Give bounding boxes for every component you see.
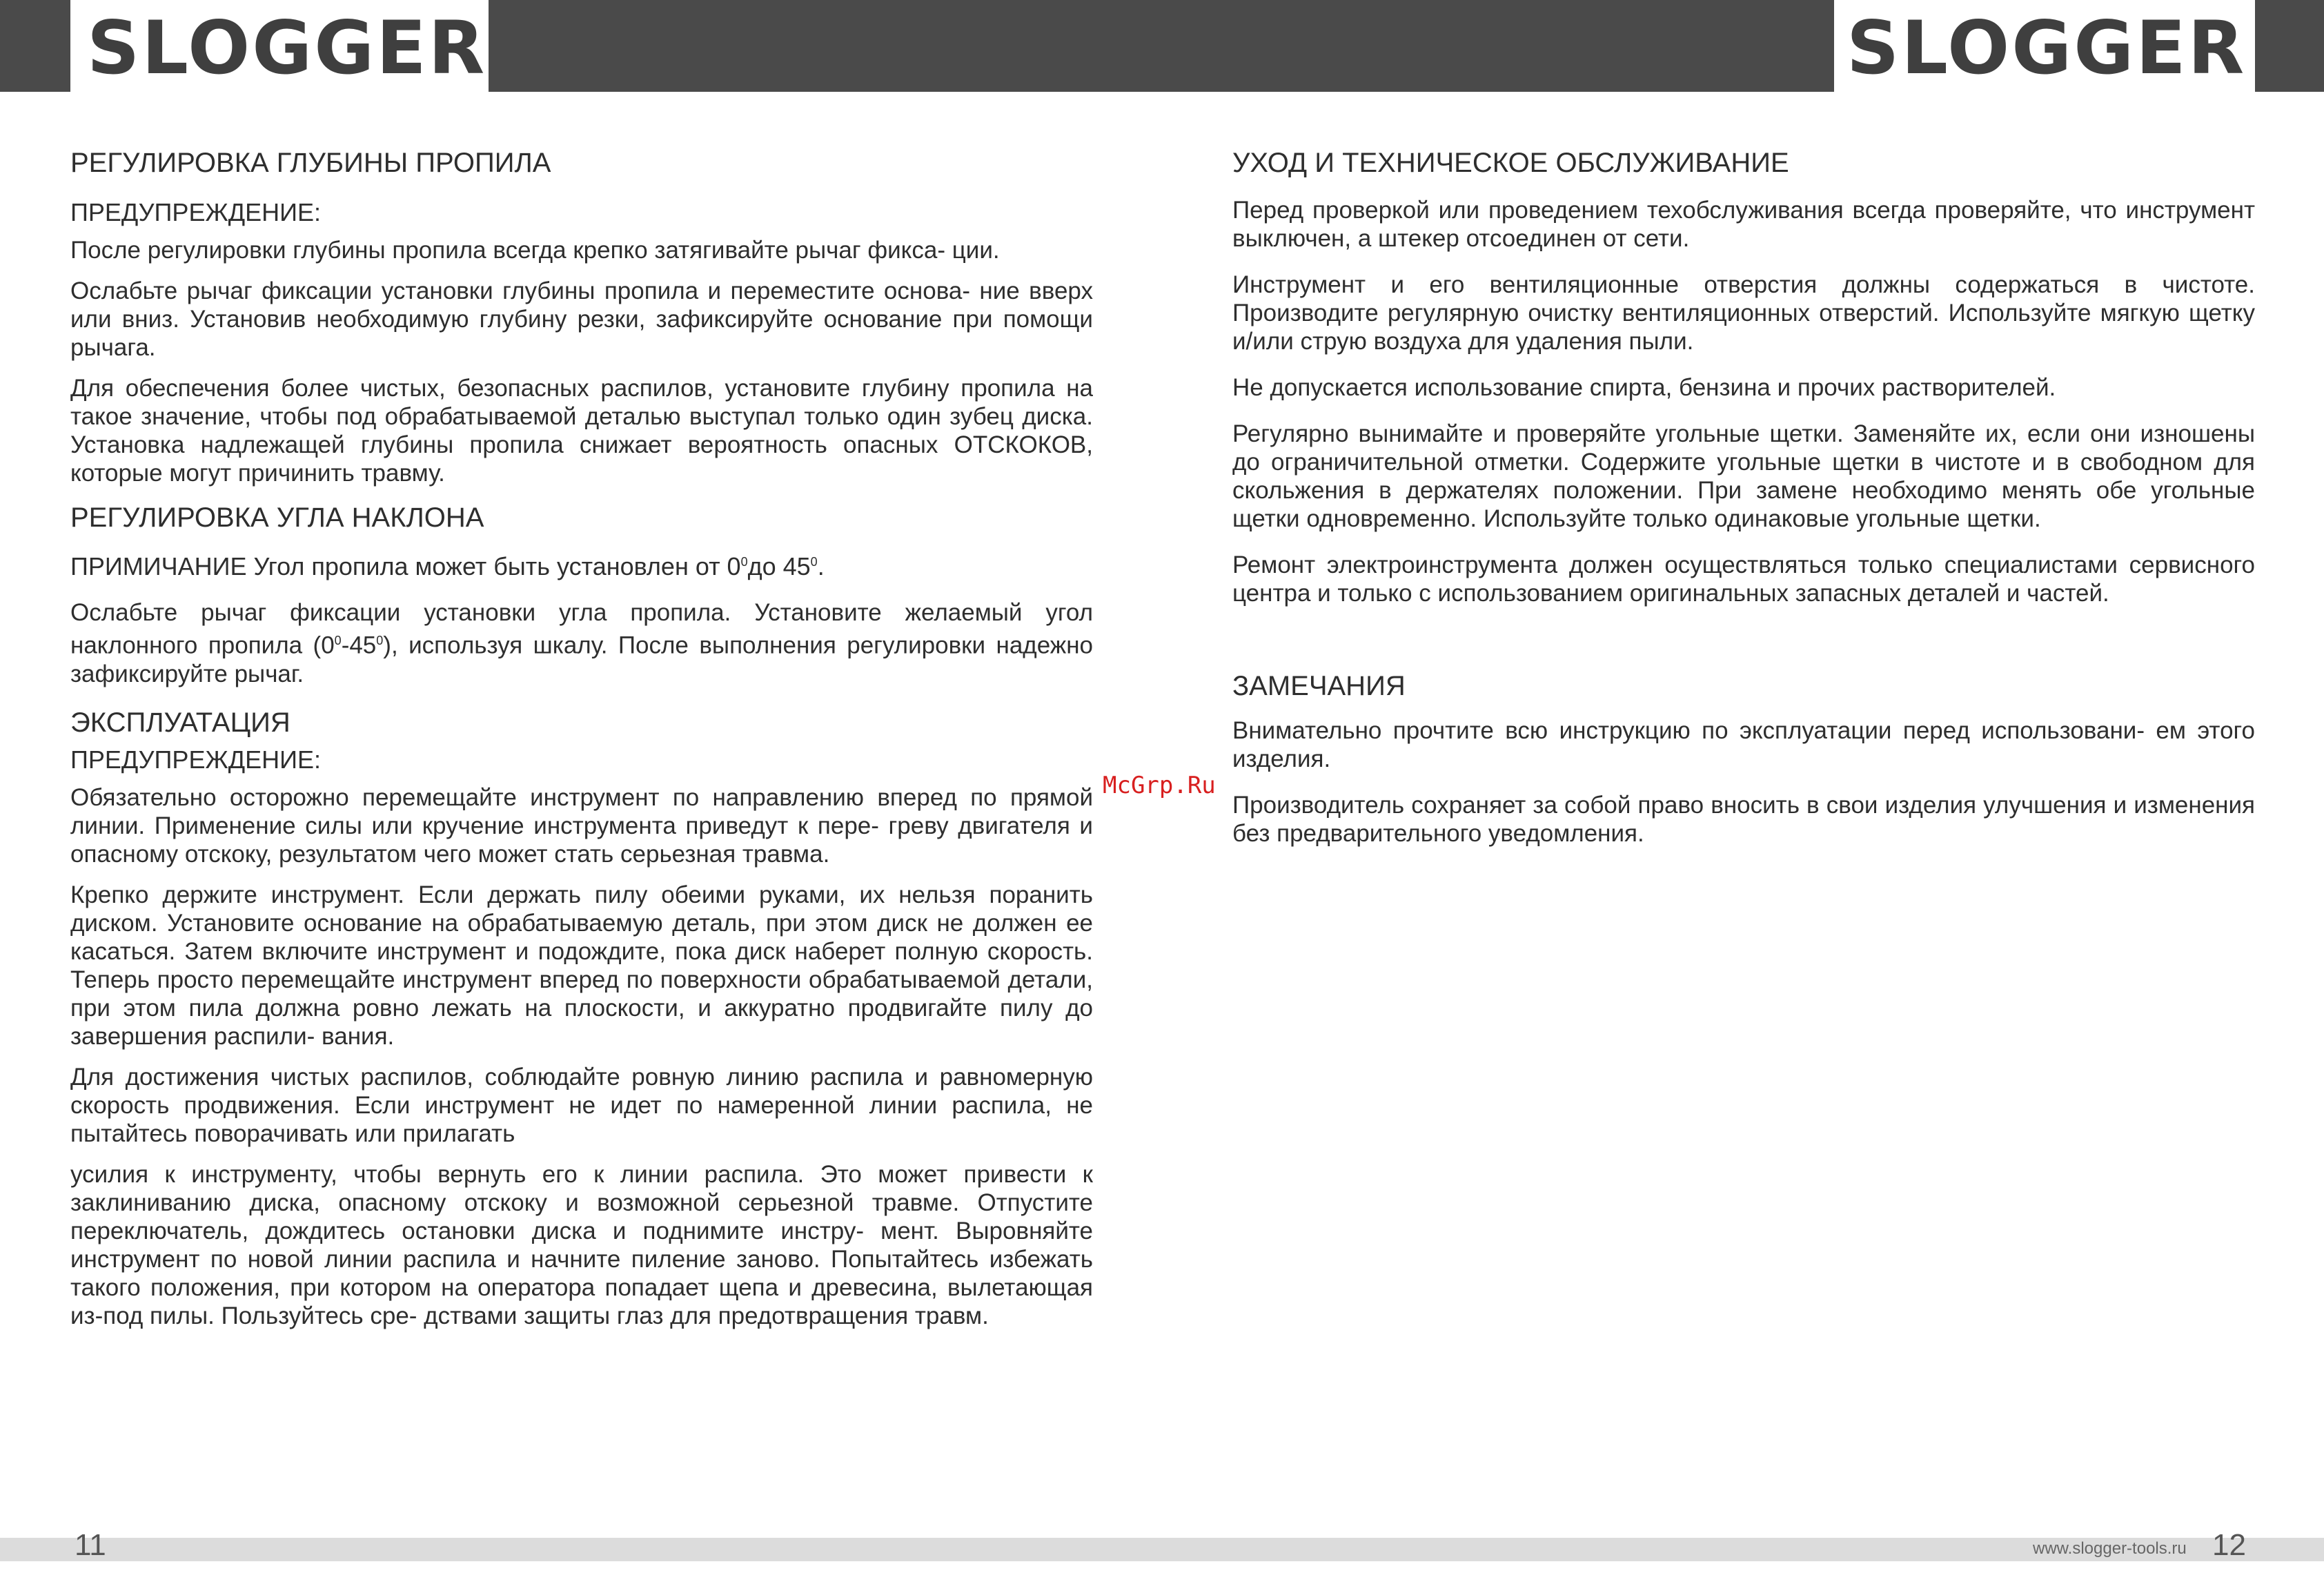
header-bar-right bbox=[2255, 0, 2324, 92]
left-page-column bbox=[70, 145, 1093, 1330]
right-page-column bbox=[1232, 145, 2255, 848]
note-paragraph: ПРИМИЧАНИЕ Угол пропила может быть установлен от $0^0до$ $45^0$. bbox=[70, 552, 825, 580]
page-header bbox=[0, 0, 2324, 92]
header-bar-left bbox=[0, 0, 70, 92]
paragraph: Перед проверкой или проведением техобслуживания всегда проверяйте, что инструмент выключен, а штекер отсоединен от сети. bbox=[1232, 197, 2255, 252]
warning-label: ПРЕДУПРЕЖДЕНИЕ: bbox=[70, 198, 321, 226]
watermark-text: McGrp.Ru bbox=[1103, 772, 1216, 799]
paragraph: После регулировки глубины пропила всегда крепко затягивайте рычаг фикса- ции. bbox=[70, 237, 1000, 264]
header-bar-center bbox=[489, 0, 1834, 92]
paragraph: Внимательно прочтите всю инструкцию по эксплуатации перед использовани- ем этого изделия. bbox=[1232, 717, 2255, 772]
section-title-notes: ЗАМЕЧАНИЯ bbox=[1232, 671, 1406, 701]
page-number-right: 12 bbox=[2212, 1528, 2246, 1562]
section-title-cut-depth: РЕГУЛИРОВКА ГЛУБИНЫ ПРОПИЛА bbox=[70, 148, 551, 178]
paragraph: Для достижения чистых распилов, соблюдайте ровную линию распила и равномерную скорость продвижения. Если инструмент не идет по намеренной линии распила, не пытайтесь поворачивать или прилагать bbox=[70, 1063, 1093, 1147]
page-number-left: 11 bbox=[75, 1528, 106, 1562]
warning-label: ПРЕДУПРЕЖДЕНИЕ: bbox=[70, 745, 321, 774]
paragraph: Крепко держите инструмент. Если держать пилу обеими руками, их нельзя поранить диском. Установите основание на обрабатываемую деталь, при этом диск не должен ее касаться. Затем включите инструмент и подождите, пока диск наберет полную скорость. Теперь просто перемещайте инструмент вперед по поверхности обрабатываемой детали, при этом пила должна ровно лежать на плоскости, и аккуратно продвигайте пилу до завершения распили- вания. bbox=[70, 881, 1093, 1050]
paragraph: Регулярно вынимайте и проверяйте угольные щетки. Заменяйте их, если они изношены до ограничительной отметки. Содержите угольные щетки в чистоте и в свободном для скольжения в держателях положении. При замене необходимо менять обе угольные щетки одновременно. Используйте только одинаковые угольные щетки. bbox=[1232, 420, 2255, 532]
paragraph: Ослабьте рычаг фиксации установки глубины пропила и переместите основа- ние вверх или вниз. Установив необходимую глубину резки, зафиксируйте основание при помощи рычага. bbox=[70, 277, 1093, 361]
section-title-maintenance: УХОД И ТЕХНИЧЕСКОЕ ОБСЛУЖИВАНИЕ bbox=[1232, 148, 1789, 178]
section-title-operation: ЭКСПЛУАТАЦИЯ bbox=[70, 707, 290, 738]
section-title-bevel-angle: РЕГУЛИРОВКА УГЛА НАКЛОНА bbox=[70, 502, 484, 533]
paragraph: Для обеспечения более чистых, безопасных распилов, установите глубину пропила на такое значение, чтобы под обрабатываемой деталью выступал только один зубец диска. Установка надлежащей глубины пропила снижает вероятность опасных ОТСКОКОВ, которые могут причинить травму. bbox=[70, 375, 1093, 487]
paragraph: Ослабьте рычаг фиксации установки угла пропила. Установите желаемый угол наклонного пропила $(0^0-45^0)$, используя шкалу. После выполнения регулировки надежно зафиксируйте рычаг. bbox=[70, 599, 1093, 687]
slogger-logo-left: SLOGGER bbox=[87, 6, 487, 90]
website-link[interactable]: www.slogger-tools.ru bbox=[2033, 1539, 2187, 1558]
paragraph: Ремонт электроинструмента должен осуществляться только специалистами сервисного центра и только с использованием оригинальных запасных деталей и частей. bbox=[1232, 551, 2255, 607]
paragraph: Производитель сохраняет за собой право вносить в свои изделия улучшения и изменения без предварительного уведомления. bbox=[1232, 792, 2255, 847]
paragraph: Обязательно осторожно перемещайте инструмент по направлению вперед по прямой линии. Применение силы или кручение инструмента приведут к пере- греву двигателя и опасному отскоку, результатом чего может стать серьезная травма. bbox=[70, 783, 1093, 868]
footer-bar bbox=[0, 1538, 2324, 1561]
paragraph: усилия к инструменту, чтобы вернуть его к линии распила. Это может привести к заклиниванию диска, опасному отскоку и возможной серьезной травме. Отпустите переключатель, дождитесь остановки диска и поднимите инстру- мент. Выровняйте инструмент по новой линии распила и начните пиление заново. Попытайтесь избежать такого положения, при котором на оператора попадает щепа и древесина, вылетающая из-под пилы. Пользуйтесь сре- дствами защиты глаз для предотвращения травм. bbox=[70, 1160, 1093, 1329]
paragraph: Не допускается использование спирта, бензина и прочих растворителей. bbox=[1232, 374, 2056, 401]
paragraph: Инструмент и его вентиляционные отверстия должны содержаться в чистоте. Производите регулярную очистку вентиляционных отверстий. Используйте мягкую щетку и/или струю воздуха для удаления пыли. bbox=[1232, 271, 2255, 355]
slogger-logo-right: SLOGGER bbox=[1847, 6, 2247, 90]
